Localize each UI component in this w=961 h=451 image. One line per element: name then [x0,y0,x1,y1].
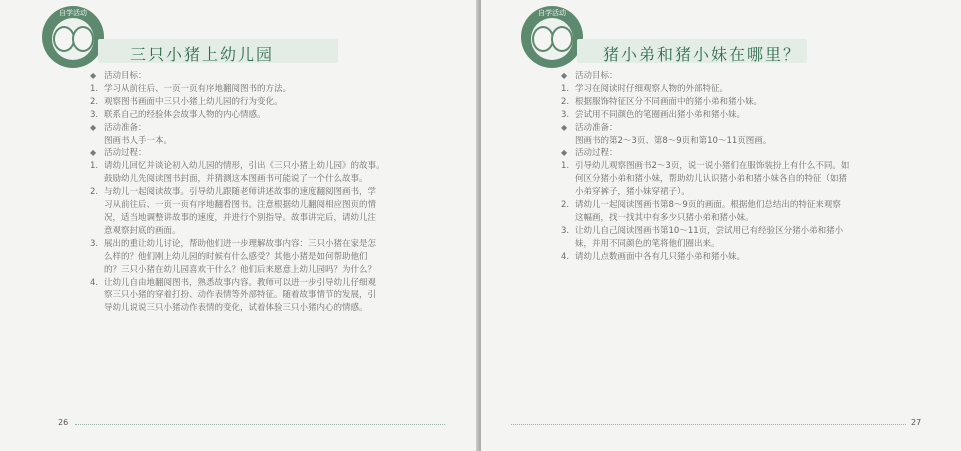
goal-heading: ◆ 活动目标： [90,70,460,83]
prep-heading: ◆ 活动准备： [90,122,460,135]
page-number: 26 [58,418,69,427]
badge-label: 自学活动 [59,9,87,17]
footer-divider [75,424,445,425]
process-step: 3. 展出的重让幼儿讨论，帮助他们进一步理解故事内容：三只小猪在家是怎 么样的？他们刚上幼儿园的时候有什么感受？其他小猪是如何帮助他们 的？三只小猪在幼儿园喜欢干什么？他们后来愿意上幼儿园吗？为什么？ [90,238,377,275]
right-page [481,0,961,451]
goal-item: 3. 联系自己的经验体会故事人物的内心情感。 [90,109,266,120]
footer-divider [511,424,906,425]
process-step: 4. 请幼儿点数画面中各有几只猪小弟和猪小妹。 [561,251,746,262]
process-step: 4. 让幼儿自由地翻阅图书，熟悉故事内容。教师可以进一步引导幼儿仔细观 察三只小猪的穿着打扮、动作表情等外部特征。随着故事情节的发展，引 导幼儿说说三只小猪动作表情的变化，试着体验三只小猪内心的情感。 [90,277,377,314]
pig-face-icon [551,26,573,52]
activity-content [561,70,931,264]
pig-face-icon [72,26,94,52]
goal-item: 3. 尝试用不同颜色的笔圈画出猪小弟和猪小妹。 [561,109,746,120]
page-number: 27 [911,418,922,427]
goal-item: 2. 根据服饰特征区分不同画面中的猪小弟和猪小妹。 [561,96,763,107]
left-page [0,0,478,451]
prep-text: 图画书人手一本。 [104,135,173,146]
process-heading: ◆ 活动过程： [90,147,460,160]
process-heading: ◆ 活动过程： [561,147,931,160]
goal-heading: ◆ 活动目标： [561,70,931,83]
goal-item: 1. 学习在阅读时仔细观察人物的外部特征。 [561,83,729,94]
prep-heading: ◆ 活动准备： [561,122,931,135]
page-title: 三只小猪上幼儿园 [130,45,275,64]
page-title: 猪小弟和猪小妹在哪里？ [603,45,802,64]
prep-text: 图画书的第2～3页、第8～9页和第10～11页图画。 [575,135,772,146]
process-step: 2. 与幼儿一起阅读故事。引导幼儿跟随老师讲述故事的速度翻阅图画书，学 习从前往后、一页一页有序地翻看图书。注意根据幼儿翻阅相应图页的情 况，适当地调整讲故事的速度，并进行个别指导。故事讲完后，请幼儿注 意观察封底的画面。 [90,187,377,236]
activity-content [90,70,460,315]
process-step: 3. 让幼儿自己阅读图画书第10～11页，尝试用已有经验区分猪小弟和猪小 妹，并用不同颜色的笔将他们圈出来。 [561,225,844,249]
goal-item: 2. 观察图书画面中三只小猪上幼儿园的行为变化。 [90,96,283,107]
goal-item: 1. 学习从前往后、一页一页有序地翻阅图书的方法。 [90,83,292,94]
activity-badge-icon [521,6,583,68]
process-step: 2. 请幼儿一起阅读图画书第8～9页的画面。根据他们总结出的特征来观察 这幅画，找一找其中有多少只猪小弟和猪小妹。 [561,200,841,223]
badge-label: 自学活动 [538,9,566,17]
process-step: 1. 引导幼儿观察图画书2～3页，说一说小猪们在服饰装扮上有什么不同。如 何区分猪小弟和猪小妹，帮助幼儿认识猪小弟和猪小妹各自的特征（如猪 小弟穿裤子，猪小妹穿裙子）。 [561,161,850,198]
activity-badge-icon [42,6,104,68]
process-step: 1. 请幼儿回忆并谈论初入幼儿园的情形，引出《三只小猪上幼儿园》的故事。 鼓励幼儿先阅读图书封面，并猜测这本图画书可能说了一个什么故事。 [90,161,385,185]
